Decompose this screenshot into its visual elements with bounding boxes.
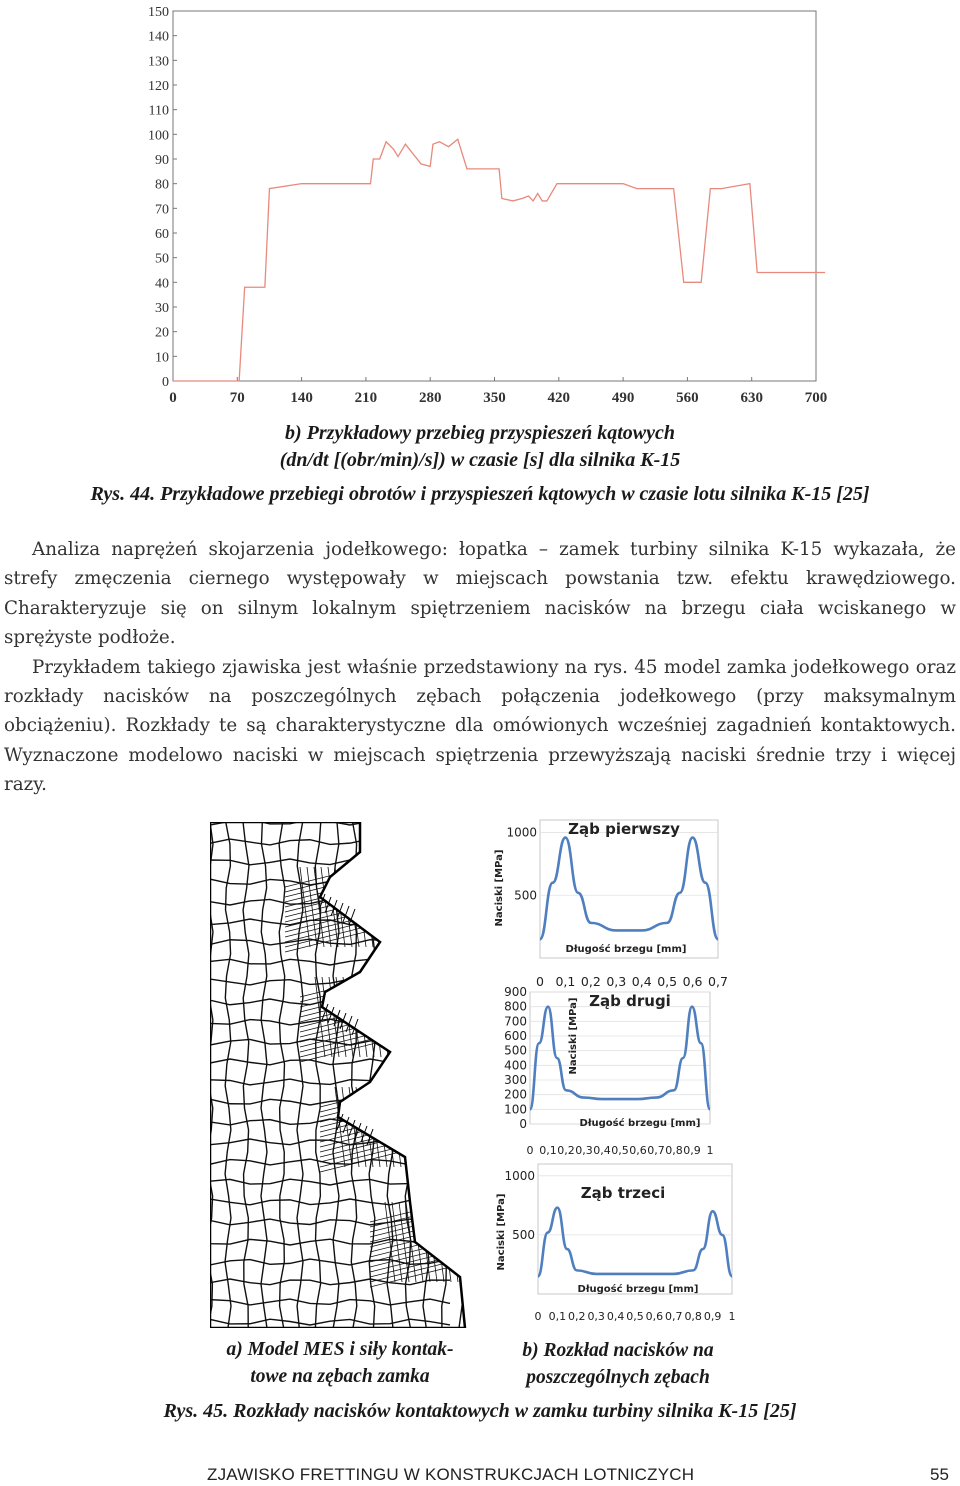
x-tick-label: 0,1 [539, 1144, 557, 1157]
x-axis-label: Długość brzegu [mm] [579, 1118, 701, 1129]
x-tick-label: 0,5 [611, 1144, 629, 1157]
x-tick-label: 140 [290, 390, 313, 406]
y-axis-label: Naciski [MPa] [568, 997, 579, 1075]
chart-title: Ząb trzeci [580, 1184, 666, 1202]
y-tick-label: 500 [514, 888, 537, 903]
x-tick-label: 0,9 [703, 1310, 722, 1323]
mesh-outline [210, 822, 465, 1328]
y-tick-label: 40 [155, 276, 169, 292]
y-tick-label: 0 [519, 1117, 527, 1131]
x-tick-label: 0,3 [587, 1310, 605, 1323]
x-tick-label: 210 [354, 390, 378, 406]
figure-44b-caption-line2: (dn/dt [(obr/min)/s]) w czasie [s] dla silnika K-15 [279, 449, 681, 471]
y-tick-label: 60 [155, 227, 169, 242]
x-tick-label: 0,9 [683, 1144, 701, 1157]
y-tick-label: 140 [148, 29, 169, 45]
y-tick-label: 500 [504, 1043, 527, 1058]
x-axis-label: Długość brzegu [mm] [565, 944, 687, 955]
chart-title: Ząb drugi [589, 992, 671, 1010]
y-tick-label: 300 [504, 1073, 527, 1087]
y-axis-label: Naciski [MPa] [496, 1193, 507, 1271]
x-tick-label: 0 [169, 390, 177, 406]
x-tick-label: 630 [740, 390, 763, 406]
x-tick-label: 1 [706, 1144, 714, 1157]
x-tick-label: 0,4 [606, 1310, 625, 1323]
y-tick-label: 800 [504, 999, 527, 1014]
x-tick-label: 0,6 [629, 1144, 647, 1157]
y-tick-label: 90 [155, 153, 169, 168]
y-tick-label: 100 [504, 1102, 527, 1117]
x-tick-label: 0 [526, 1144, 534, 1157]
x-tick-label: 0,8 [665, 1144, 683, 1157]
x-tick-label: 0,2 [568, 1310, 586, 1323]
y-tick-label: 100 [148, 128, 169, 144]
x-tick-label: 280 [418, 390, 442, 406]
y-tick-label: 700 [504, 1014, 527, 1029]
x-tick-label: 700 [804, 390, 828, 406]
x-tick-label: 0,7 [665, 1310, 683, 1323]
y-tick-label: 500 [512, 1227, 535, 1242]
paragraph-2: Przykładem takiego zjawiska jest właśnie przedstawiony na rys. 45 model zamka jodełkowego oraz rozkłady nacisków na poszczególnych zębach połączenia jodełkowego (przy maksymalnym obciążeniu). Rozkłady te są charakterystyczne dla omówionych wcześniej zagadnień kontaktowych. Wyznaczone modelowo naciski w miejscach spiętrzenia przewyższają naciski średnie trzy i więcej razy. [4, 656, 956, 796]
x-tick-label: 1 [728, 1310, 736, 1323]
running-footer-title: ZJAWISKO FRETTINGU W KONSTRUKCJACH LOTNICZYCH [207, 1465, 695, 1484]
y-tick-label: 70 [155, 202, 169, 218]
figure-45b-caption-line1: b) Rozkład nacisków na [522, 1340, 714, 1361]
x-tick-label: 0,8 [684, 1310, 702, 1323]
page-number: 55 [930, 1465, 949, 1484]
figure-44b-caption [0, 420, 960, 474]
x-tick-label: 0,3 [575, 1144, 593, 1157]
y-tick-label: 110 [148, 103, 169, 119]
figure-44b-caption-line1: b) Przykładowy przebieg przyspieszeń kątowych [285, 422, 675, 444]
y-tick-label: 1000 [504, 1168, 535, 1183]
y-axis-label: Naciski [MPa] [494, 849, 505, 927]
x-tick-label: 0,7 [708, 974, 728, 988]
x-tick-label: 0,1 [555, 974, 576, 988]
series-line [173, 139, 825, 381]
y-tick-label: 30 [155, 301, 169, 316]
x-tick-label: 560 [676, 390, 699, 406]
x-tick-label: 0,2 [580, 974, 601, 988]
x-tick-label: 0,4 [631, 974, 652, 988]
tooth-1-pressure-chart [488, 816, 748, 988]
figure-45b-caption [488, 1337, 748, 1391]
figure-45-caption: Rys. 45. Rozkłady nacisków kontaktowych w zamku turbiny silnika K-15 [25] [163, 1400, 797, 1422]
x-tick-label: 70 [229, 390, 245, 406]
figure-45a-caption-line1: a) Model MES i siły kontak- [226, 1339, 454, 1360]
x-tick-label: 0,5 [657, 974, 678, 988]
x-tick-label: 350 [483, 390, 506, 406]
paragraph-1: Analiza naprężeń skojarzenia jodełkowego: łopatka – zamek turbiny silnika K-15 wykazała, że strefy zmęczenia ciernego występowały w miejscach powstania tzw. efektu krawędziowego. Charakteryzuje się on silnym lokalnym spiętrzeniem nacisków na brzegu ciała wciskanego w sprężyste podłoże. [4, 539, 956, 649]
figure-45a-caption [200, 1336, 480, 1390]
x-tick-label: 0,7 [647, 1144, 665, 1157]
y-tick-label: 10 [155, 350, 169, 366]
y-tick-label: 150 [148, 5, 169, 20]
y-tick-label: 80 [155, 177, 169, 193]
y-tick-label: 130 [148, 54, 169, 70]
tooth-3-pressure-chart [488, 1160, 748, 1332]
x-tick-label: 0,2 [557, 1144, 575, 1157]
y-tick-label: 200 [504, 1087, 527, 1102]
figure-45a-caption-line2: towe na zębach zamka [250, 1366, 430, 1387]
body-text [4, 535, 956, 800]
tooth-2-pressure-chart [488, 986, 748, 1160]
fem-mesh-model [210, 822, 468, 1328]
acceleration-chart [130, 0, 830, 412]
y-tick-label: 120 [148, 79, 169, 94]
x-tick-label: 490 [611, 390, 635, 406]
x-tick-label: 0,1 [548, 1310, 567, 1323]
y-tick-label: 0 [162, 375, 169, 390]
chart-title: Ząb pierwszy [568, 820, 680, 838]
y-tick-label: 900 [504, 986, 527, 999]
figure-45b-caption-line2: poszczególnych zębach [526, 1367, 710, 1388]
y-tick-label: 50 [155, 251, 169, 267]
x-tick-label: 0 [536, 974, 544, 988]
figure-44-caption: Rys. 44. Przykładowe przebiegi obrotów i przyspieszeń kątowych w czasie lotu silnika K-15 [25] [90, 483, 870, 505]
x-tick-label: 0,3 [606, 974, 627, 988]
x-axis-label: Długość brzegu [mm] [577, 1284, 699, 1295]
x-tick-label: 0,5 [626, 1310, 644, 1323]
x-tick-label: 420 [547, 390, 571, 406]
y-tick-label: 400 [504, 1058, 527, 1073]
x-tick-label: 0 [534, 1310, 542, 1323]
x-tick-label: 0,4 [593, 1144, 611, 1157]
y-tick-label: 1000 [506, 825, 537, 840]
x-tick-label: 0,6 [645, 1310, 664, 1323]
y-tick-label: 600 [504, 1029, 527, 1043]
x-tick-label: 0,6 [682, 974, 703, 988]
y-tick-label: 20 [155, 325, 169, 341]
